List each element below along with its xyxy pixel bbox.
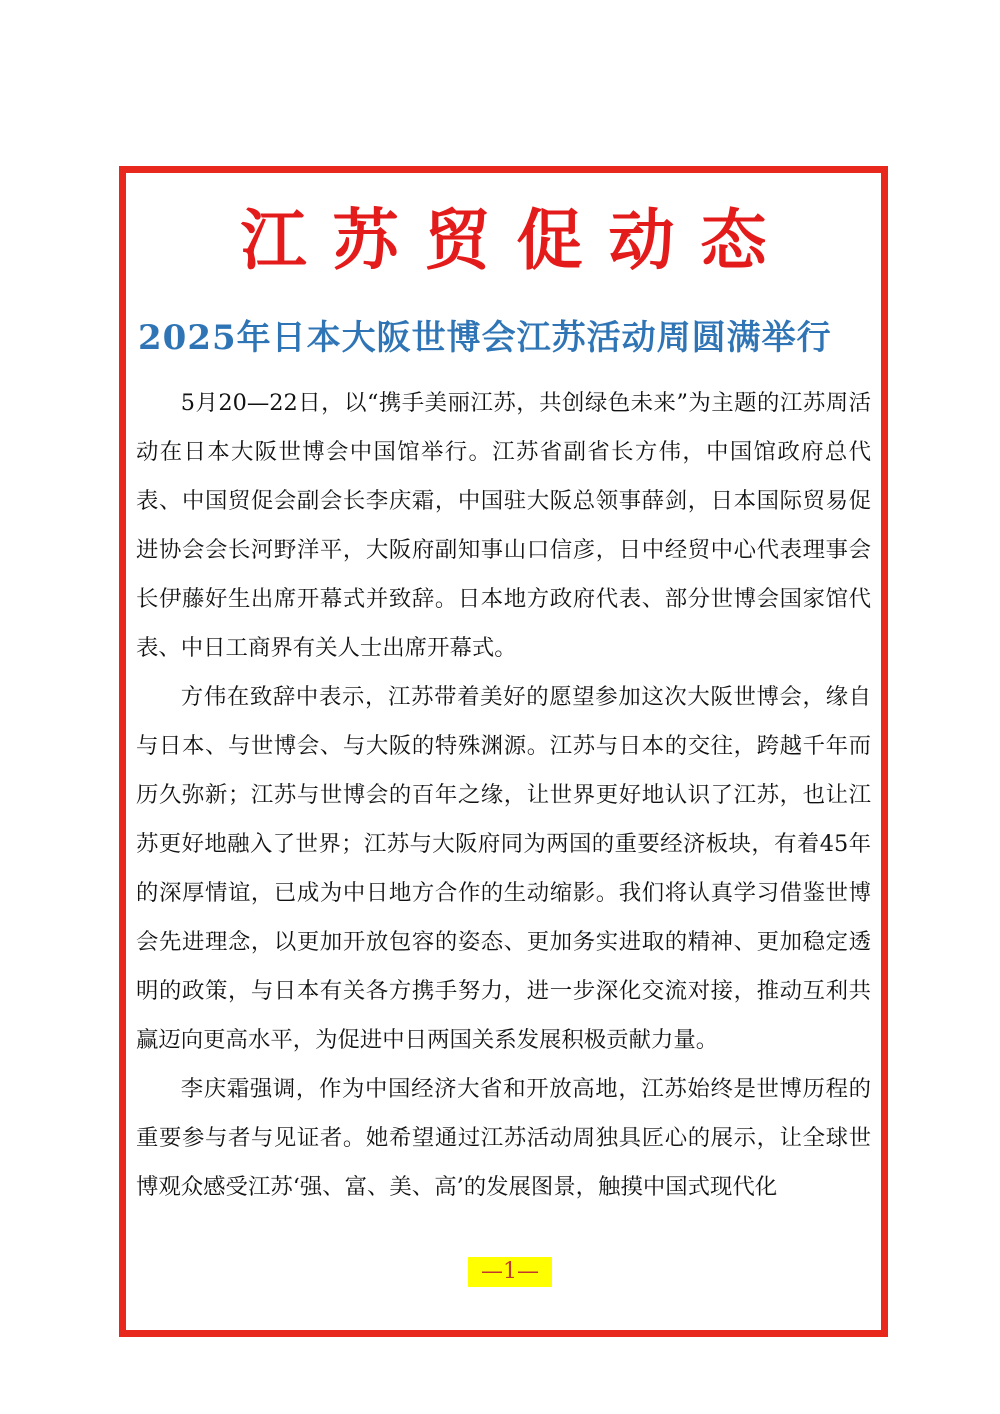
- paragraph: 5月20—22日，以“携手美丽江苏，共创绿色未来”为主题的江苏周活动在日本大阪世博会中国馆举行。江苏省副省长方伟，中国馆政府总代表、中国贸促会副会长李庆霜，中国驻大阪总领事薛剑，日本国际贸易促进协会会长河野洋平，大阪府副知事山口信彦，日中经贸中心代表理事会长伊藤好生出席开幕式并致辞。日本地方政府代表、部分世博会国家馆代表、中日工商界有关人士出席开幕式。: [136, 390, 871, 661]
- masthead-title: 江苏贸促动态: [240, 201, 793, 279]
- paragraph: 方伟在致辞中表示，江苏带着美好的愿望参加这次大阪世博会，缘自与日本、与世博会、与大阪的特殊渊源。江苏与日本的交往，跨越千年而历久弥新；江苏与世博会的百年之缘，让世界更好地认识了江苏，也让江苏更好地融入了世界；江苏与大阪府同为两国的重要经济板块，有着45年的深厚情谊，已成为中日地方合作的生动缩影。我们将认真学习借鉴世博会先进理念，以更加开放包容的姿态、更加务实进取的精神、更加稳定透明的政策，与日本有关各方携手努力，进一步深化交流对接，推动互利共赢迈向更高水平，为促进中日两国关系发展积极贡献力量。: [136, 684, 871, 1053]
- article-headline: 2025年日本大阪世博会江苏活动周圆满举行: [138, 318, 832, 358]
- article-body: [136, 379, 871, 1212]
- page-number: —1—: [468, 1257, 552, 1287]
- paragraph: 李庆霜强调，作为中国经济大省和开放高地，江苏始终是世博历程的重要参与者与见证者。她希望通过江苏活动周独具匠心的展示，让全球世博观众感受江苏‘强、富、美、高’的发展图景，触摸中国式现代化: [136, 1076, 871, 1200]
- page-frame: [119, 166, 888, 1337]
